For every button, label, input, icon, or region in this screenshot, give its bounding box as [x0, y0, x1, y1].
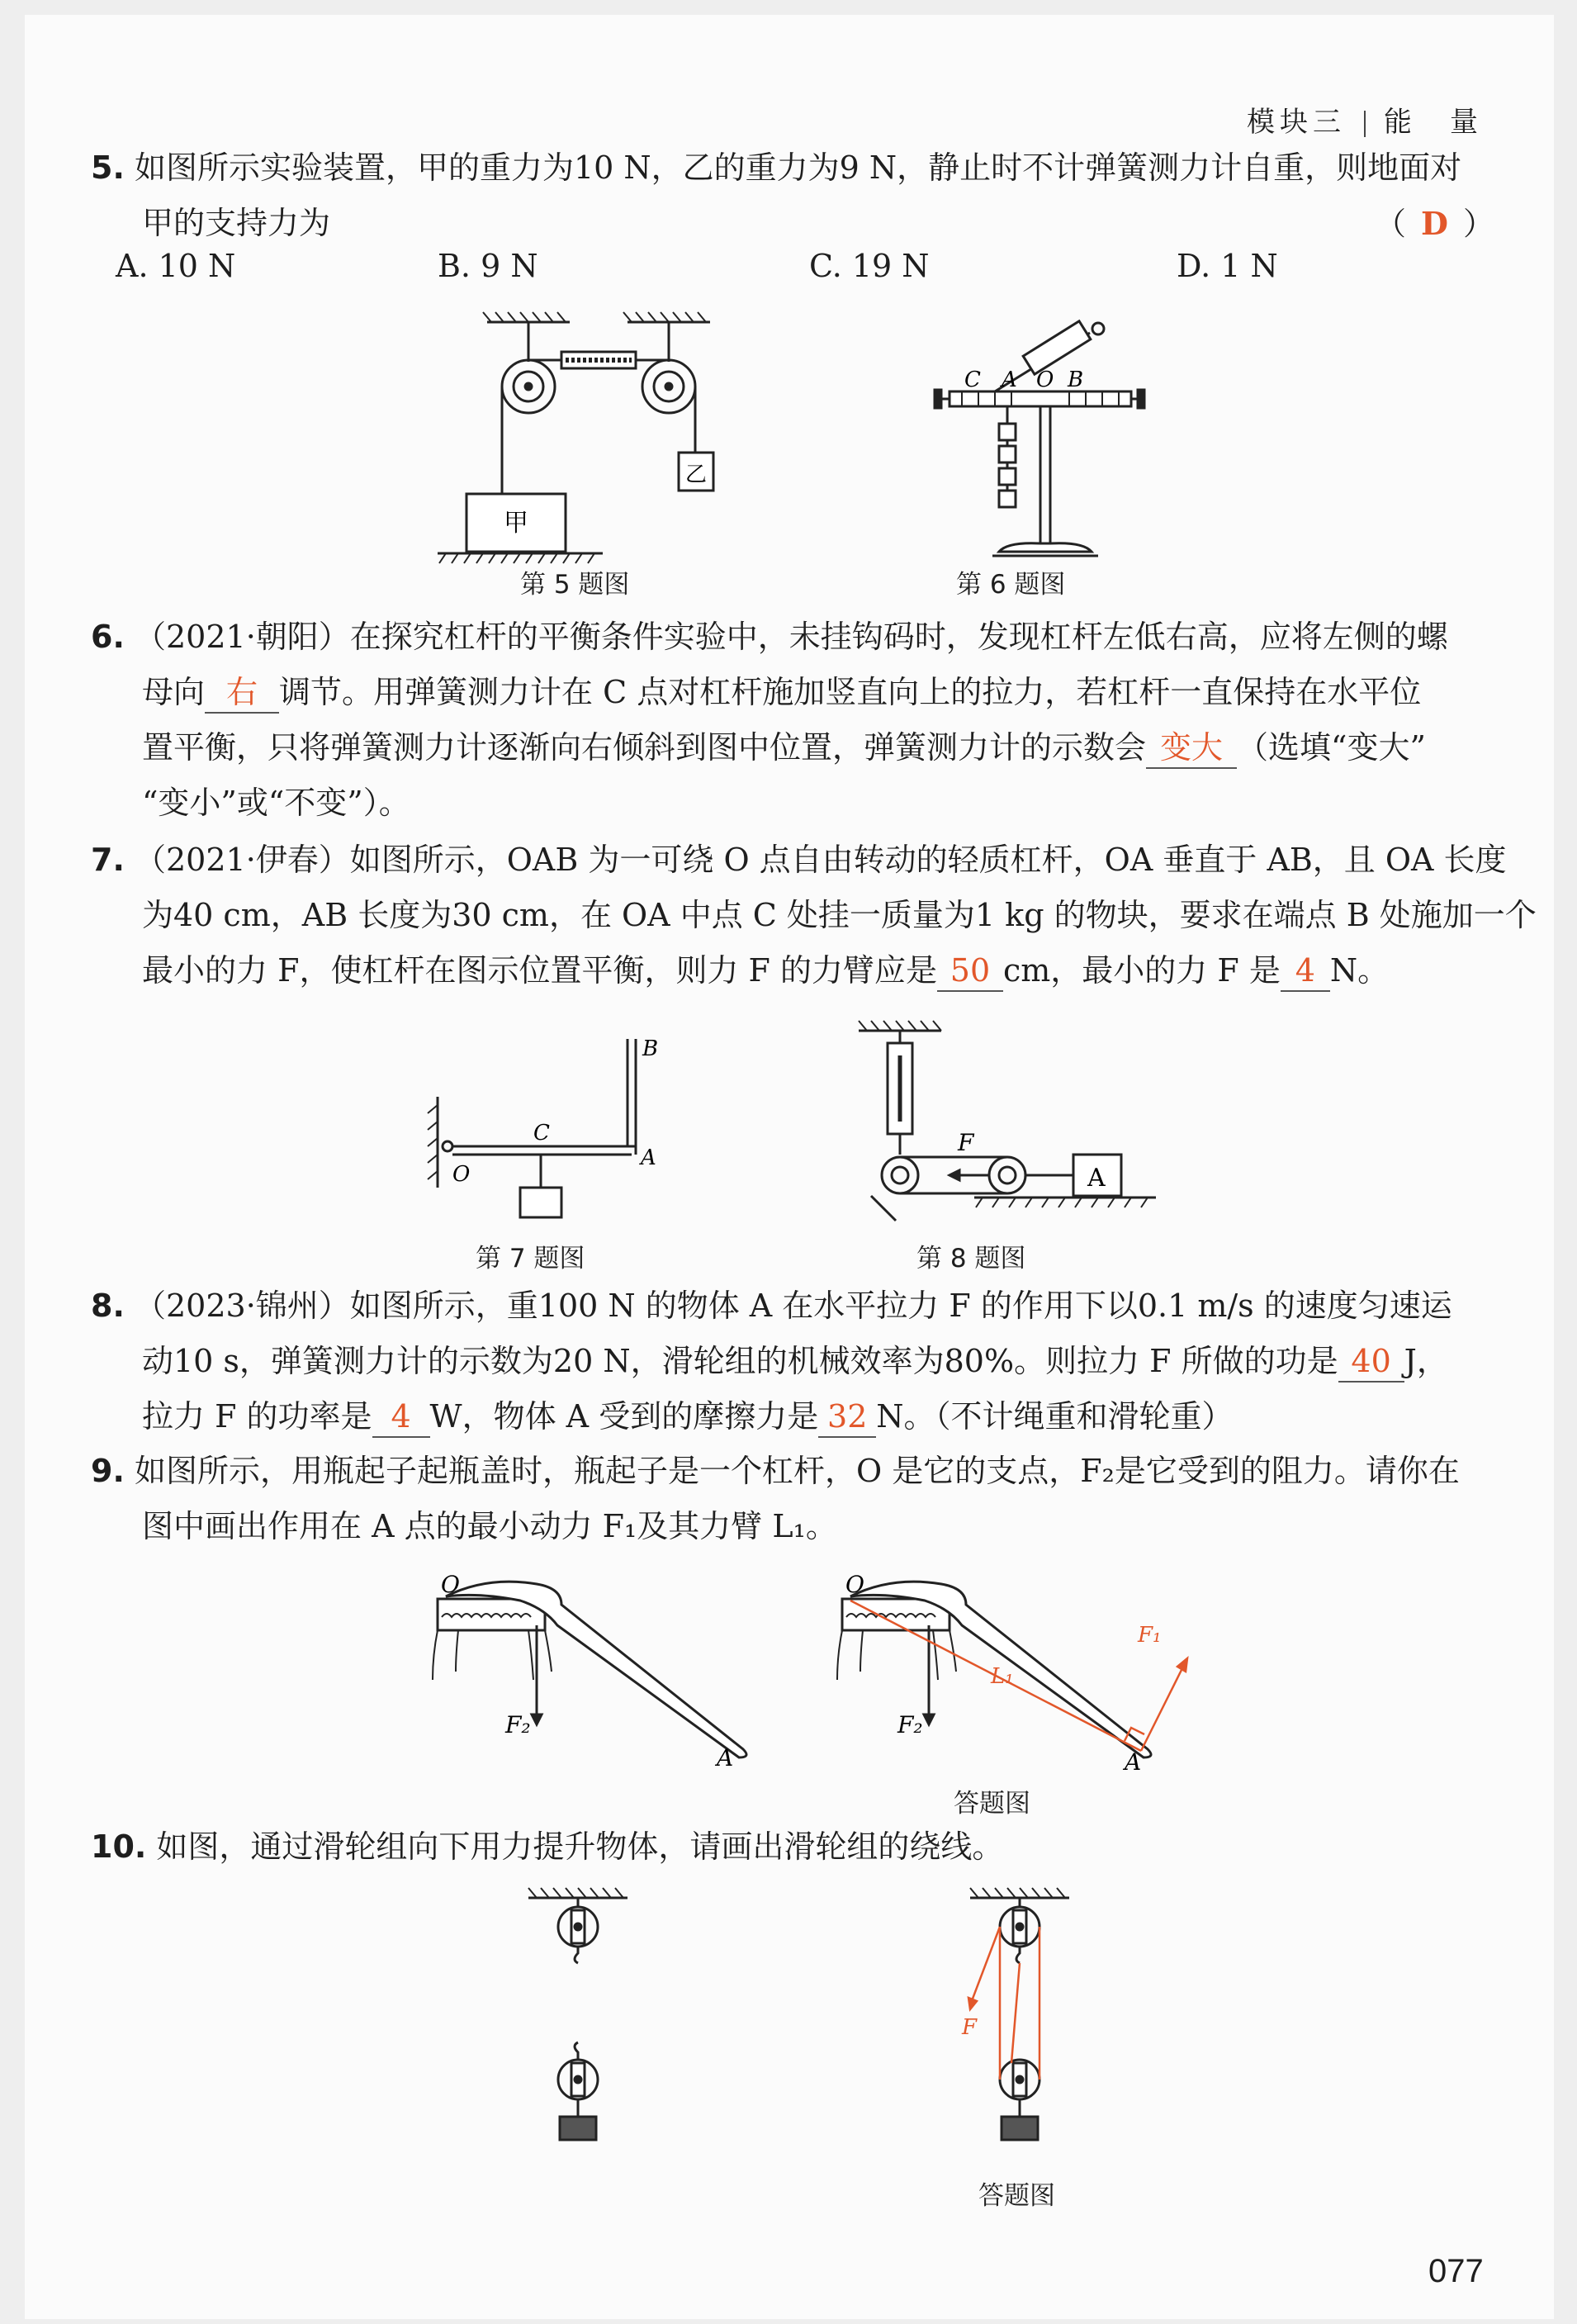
label-a: A: [1002, 368, 1017, 392]
figure-9-bottle-opener: [413, 1568, 760, 1774]
figure-5-pulley-system: [413, 304, 708, 568]
label-b: B: [642, 1036, 659, 1061]
question-text: （2021·朝阳）在探究杠杆的平衡条件实验中，未挂钩码时，发现杠杆左低右高，应将左侧的螺: [134, 619, 1448, 655]
header-divider: [1364, 111, 1366, 137]
figure-8-pulley: [850, 1006, 1164, 1237]
label-o: O: [441, 1571, 460, 1598]
question-text: 如图，通过滑轮组向下用力提升物体，请画出滑轮组的绕线。: [156, 1828, 1004, 1865]
answer-blank: 右: [205, 672, 279, 714]
label-o: O: [452, 1162, 471, 1187]
label-f2: F₂: [897, 1711, 923, 1738]
answer-blank: 变大: [1146, 728, 1237, 769]
question-9: 9. 如图所示，用瓶起子起瓶盖时，瓶起子是一个杠杆，O 是它的支点，F₂是它受到的阻力。请你在 图中画出作用在 A 点的最小动力 F₁及其力臂 L₁。: [91, 1453, 1460, 1544]
question-text: 如图所示，用瓶起子起瓶盖时，瓶起子是一个杠杆，O 是它的支点，F₂是它受到的阻力。请你在: [134, 1453, 1460, 1489]
figure-5-caption: 第 5 题图: [520, 570, 630, 600]
answer-blank: 50: [937, 951, 1003, 992]
label-b: B: [1068, 368, 1084, 392]
figure-8-caption: 第 8 题图: [916, 1244, 1026, 1273]
label-a: A: [1125, 1748, 1142, 1776]
answer-blank: 32: [818, 1397, 876, 1438]
label-a: A: [1087, 1164, 1106, 1193]
answer-blank: 40: [1338, 1341, 1404, 1383]
answer-10-pulley-block: [937, 1881, 1102, 2162]
figure-7-caption: 第 7 题图: [476, 1244, 585, 1273]
answer-blank: 4: [1281, 951, 1330, 992]
answer-9-bottle-opener: [817, 1568, 1164, 1774]
label-f: F: [962, 2015, 978, 2040]
answer-10-caption: 答题图: [978, 2181, 1055, 2211]
question-7: 7. （2021·伊春）如图所示，OAB 为一可绕 O 点自由转动的轻质杠杆，OA 垂直于 AB，且 OA 长度 为40 cm，AB 长度为30 cm，在 OA 中点 C 处挂一质量为1 kg 的物块，要求在端点 B 处施加一个 最小的力 F，使杠杆在图示位置平衡，则力 F 的力臂应是 50 cm，最小的力 F 是 4 N。: [91, 832, 1494, 998]
page: [25, 15, 1554, 2319]
question-text: （2023·锦州）如图所示，重100 N 的物体 A 在水平拉力 F 的作用下以0.1 m/s 的速度匀速运: [134, 1288, 1452, 1324]
answer-9-caption: 答题图: [954, 1789, 1030, 1819]
figure-6-lever-stand: [916, 304, 1181, 576]
label-o: O: [1036, 368, 1054, 392]
option-a: A. 10 N: [116, 248, 236, 284]
label-c: C: [533, 1121, 550, 1145]
question-text: 甲的支持力为: [142, 205, 331, 241]
label-jia: 甲: [504, 509, 528, 538]
label-f: F: [958, 1129, 974, 1156]
label-o: O: [845, 1571, 864, 1598]
question-10: [91, 1819, 1494, 1875]
label-yi: 乙: [685, 462, 708, 487]
question-number: 8.: [91, 1288, 125, 1324]
figure-6-caption: 第 6 题图: [956, 570, 1066, 600]
answer-blank: 4: [372, 1397, 430, 1438]
topic-label: 能 量: [1384, 106, 1483, 139]
question-number: 5.: [91, 149, 125, 186]
option-c: C. 19 N: [809, 248, 930, 284]
label-l1: L₁: [991, 1664, 1014, 1689]
answer-choice: D: [1421, 205, 1448, 242]
module-label: 模块三: [1247, 106, 1346, 139]
question-5: [91, 140, 1494, 251]
label-c: C: [964, 368, 981, 392]
page-number: 077: [1428, 2253, 1484, 2289]
label-a: A: [717, 1744, 734, 1771]
figure-10-pulley-block: [504, 1881, 652, 2162]
question-number: 6.: [91, 619, 125, 655]
option-b: B. 9 N: [438, 248, 538, 284]
figure-7-lever: [413, 1022, 677, 1237]
question-number: 10.: [91, 1828, 147, 1865]
answer-bracket: （ D ）: [1375, 205, 1494, 242]
answer-rope: [968, 1927, 1039, 2080]
question-text: 如图所示实验装置，甲的重力为10 N，乙的重力为9 N，静止时不计弹簧测力计自重，则地面对: [134, 149, 1462, 186]
label-f2: F₂: [505, 1711, 531, 1738]
label-f1: F₁: [1138, 1623, 1162, 1648]
question-number: 9.: [91, 1453, 125, 1489]
label-a: A: [641, 1145, 656, 1170]
page-header: [1247, 99, 1483, 140]
question-text: （2021·伊春）如图所示，OAB 为一可绕 O 点自由转动的轻质杠杆，OA 垂直于 AB，且 OA 长度: [134, 842, 1507, 878]
option-d: D. 1 N: [1177, 248, 1278, 284]
question-number: 7.: [91, 842, 125, 878]
question-6: 6. （2021·朝阳）在探究杠杆的平衡条件实验中，未挂钩码时，发现杠杆左低右高，应将左侧的螺 母向 右 调节。用弹簧测力计在 C 点对杠杆施加竖直向上的拉力，若杠杆一直保持在水平位 置平衡，只将弹簧测力计逐渐向右倾斜到图中位置，弹簧测力计的示数会 变大 （选填“变大” “变小”或“不变”）。: [91, 619, 1448, 821]
question-8: 8. （2023·锦州）如图所示，重100 N 的物体 A 在水平拉力 F 的作用下以0.1 m/s 的速度匀速运 动10 s，弹簧测力计的示数为20 N，滑轮组的机械效率为80%。则拉力 F 所做的功是 40 J， 拉力 F 的功率是 4 W，物体 A 受到的摩擦力是 32 N。（不计绳重和滑轮重）: [91, 1278, 1494, 1444]
